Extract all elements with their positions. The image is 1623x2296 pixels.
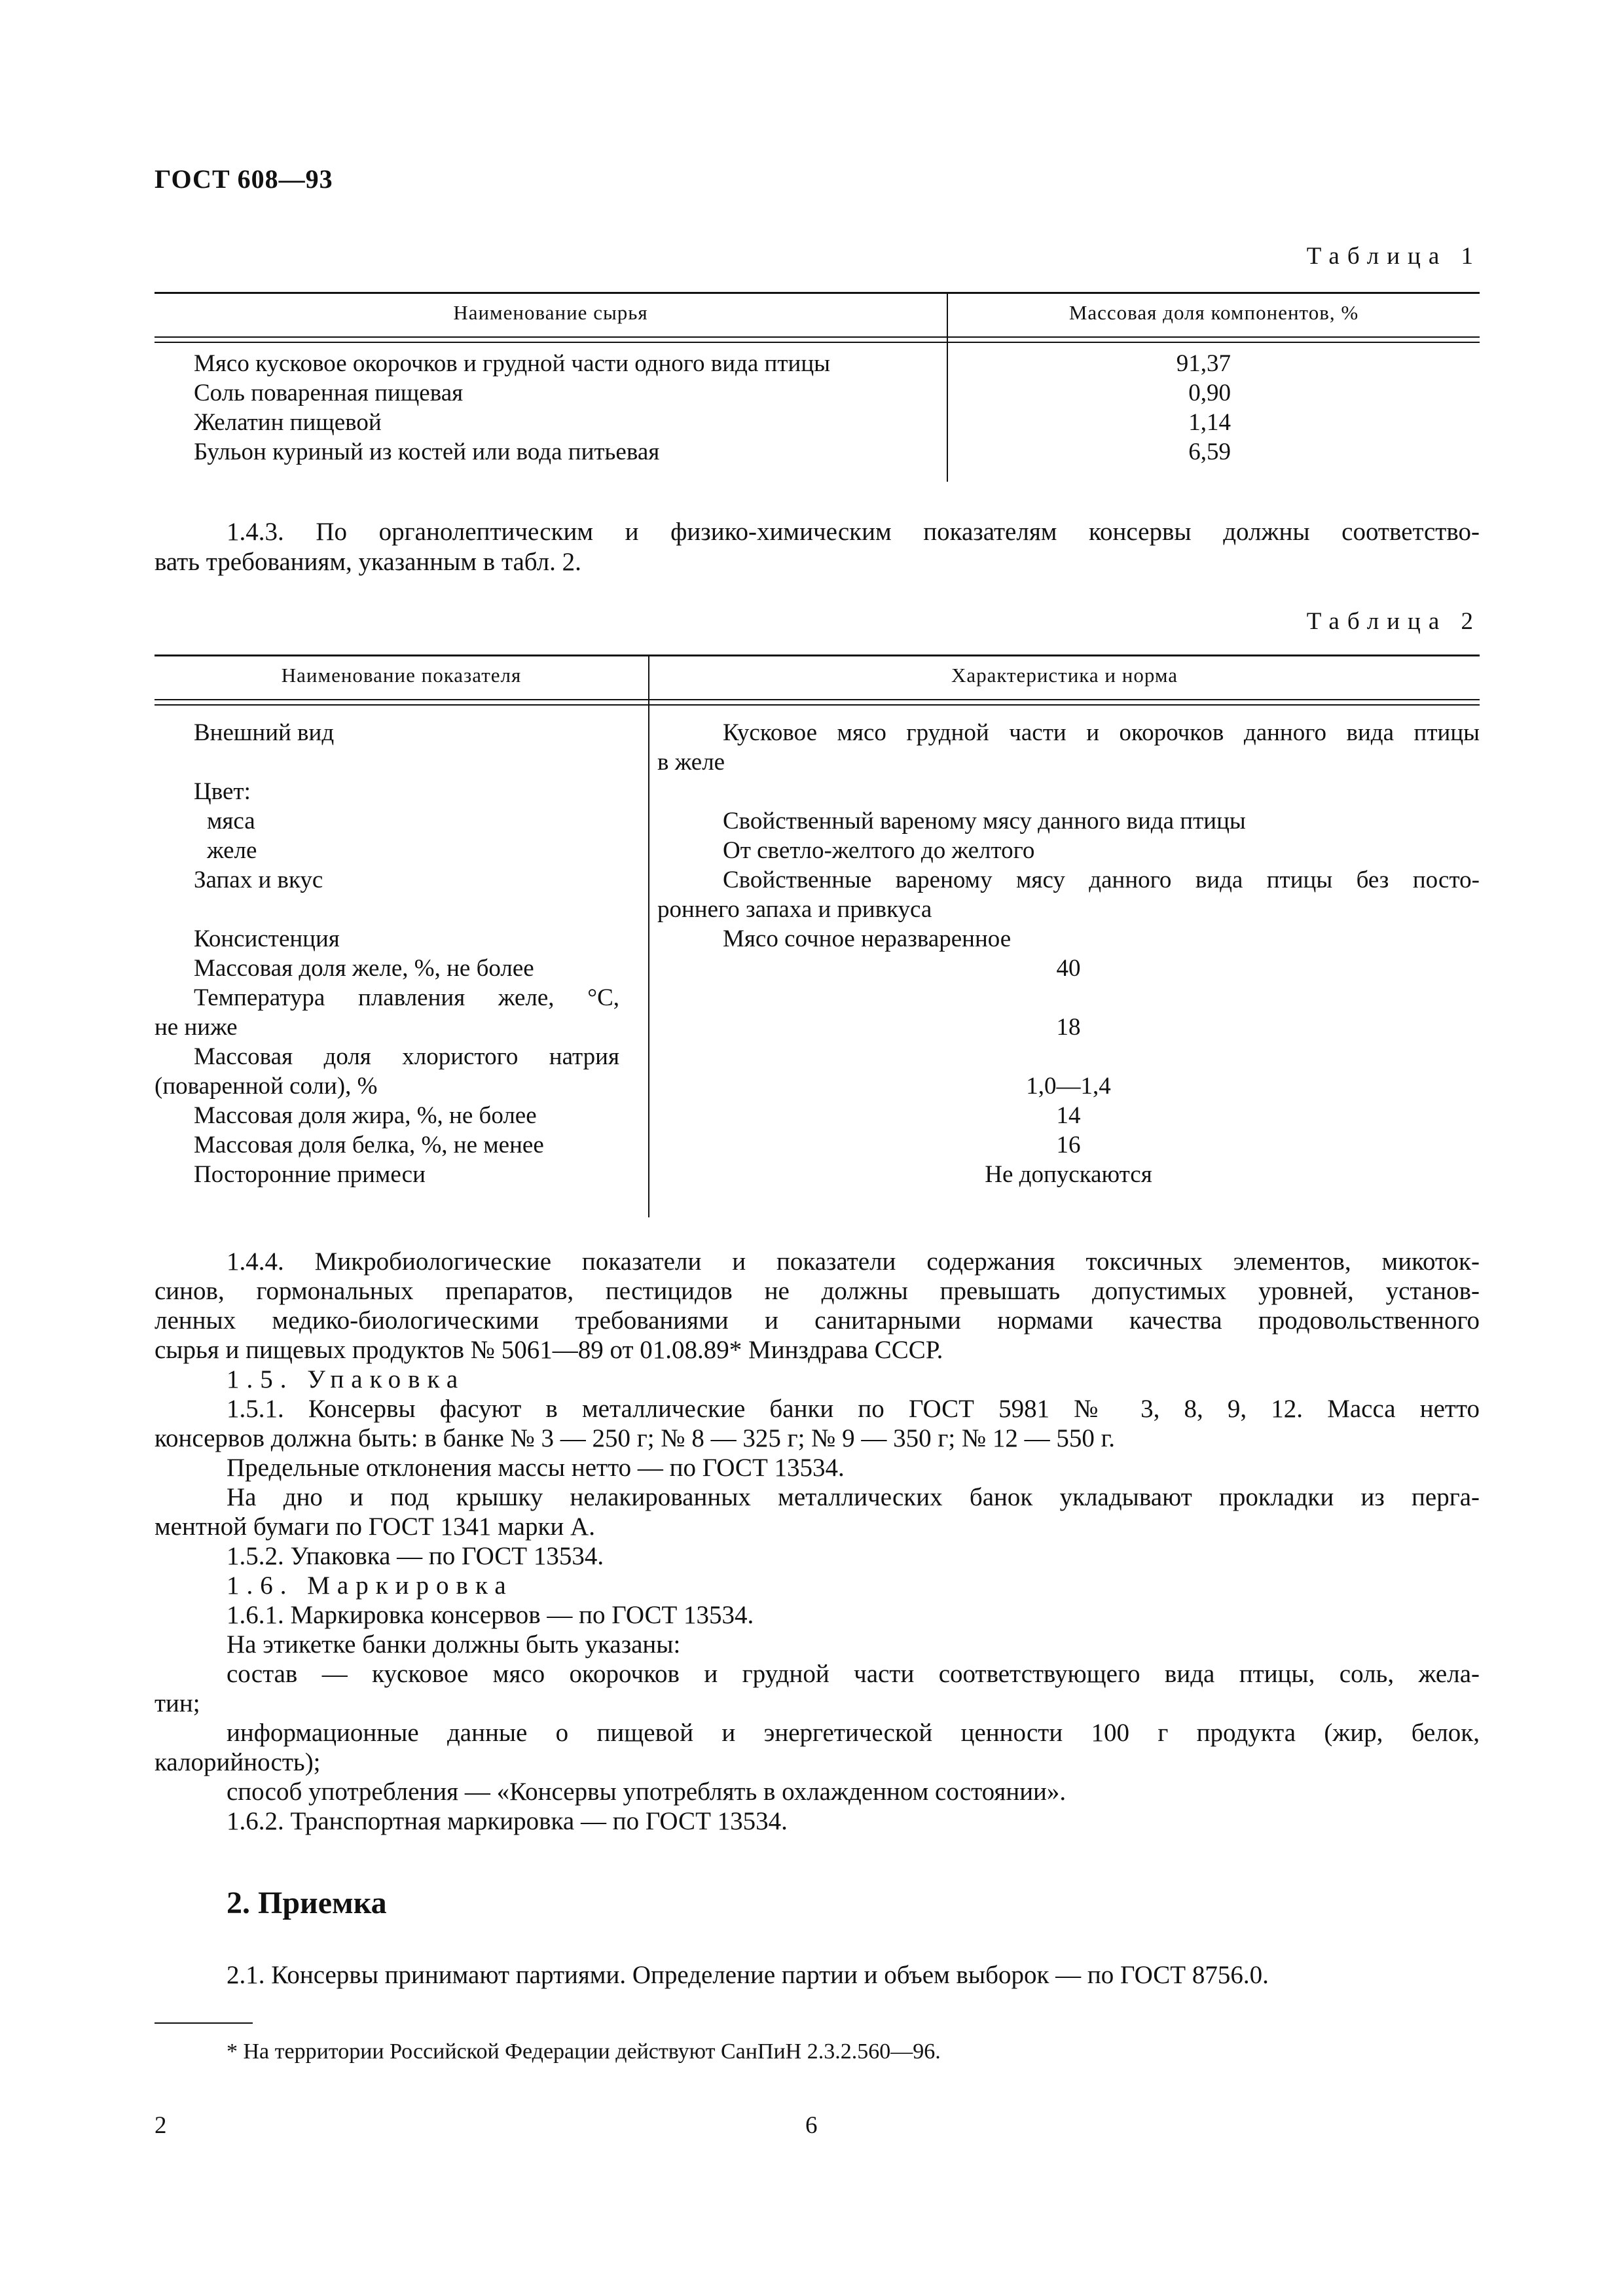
- table1-row-name: Бульон куриный из костей или вода питьевая: [194, 439, 660, 465]
- table2-caption: Таблица 2: [1306, 608, 1481, 635]
- table2-indicator: Запах и вкус: [194, 867, 323, 893]
- table2-norm: Мясо сочное неразваренное: [723, 925, 1012, 952]
- table2-header-norm: Характеристика и норма: [951, 664, 1178, 687]
- table2-indicator: Температура плавления желе, °С,: [194, 984, 619, 1011]
- body-line: 1.6.2. Транспортная маркировка — по ГОСТ 13534.: [227, 1807, 788, 1835]
- table2-indicator: (поваренной соли), %: [155, 1073, 378, 1100]
- body-line: консервов должна быть: в банке № 3 — 250 г; № 8 — 325 г; № 9 — 350 г; № 12 — 550 г.: [155, 1424, 1116, 1452]
- table1-row-value: 0,90: [1188, 380, 1231, 406]
- page-number-center: 6: [805, 2112, 818, 2139]
- body-line: 1.6.1. Маркировка консервов — по ГОСТ 13534.: [227, 1601, 754, 1629]
- section-2-title: 2. Приемка: [227, 1886, 387, 1920]
- table2-indicator: Массовая доля белка, %, не менее: [194, 1132, 544, 1158]
- paragraph-1-4-3-line2: вать требованиям, указанным в табл. 2.: [155, 548, 581, 576]
- table2-norm: Свойственный вареному мясу данного вида птицы: [723, 808, 1246, 834]
- body-line: информационные данные о пищевой и энергетической ценности 100 г продукта (жир, белок,: [227, 1719, 1480, 1747]
- table2-indicator: Консистенция: [194, 925, 340, 952]
- table2-indicator: Массовая доля хлористого натрия: [194, 1043, 619, 1070]
- body-line: тин;: [155, 1689, 200, 1717]
- body-line: состав — кусковое мясо окорочков и грудной части соответствующего вида птицы, соль, жела-: [227, 1660, 1480, 1688]
- body-line: На этикетке банки должны быть указаны:: [227, 1630, 681, 1659]
- body-line: ментной бумаги по ГОСТ 1341 марки А.: [155, 1513, 595, 1541]
- table2-norm: в желе: [657, 749, 725, 776]
- paragraph-2-1: 2.1. Консервы принимают партиями. Определение партии и объем выборок — по ГОСТ 8756.0.: [227, 1961, 1269, 1989]
- section-heading-1-6: 1.6. Маркировка: [227, 1571, 513, 1600]
- table2-indicator: Внешний вид: [194, 719, 335, 746]
- body-line: 1.5.1. Консервы фасуют в металлические банки по ГОСТ 5981 № 3, 8, 9, 12. Масса нетто: [227, 1395, 1480, 1423]
- table2-norm: 14: [1056, 1102, 1081, 1129]
- table2-indicator: Массовая доля жира, %, не более: [194, 1102, 537, 1129]
- table2-indicator: Цвет:: [194, 778, 251, 805]
- body-line: Предельные отклонения массы нетто — по ГОСТ 13534.: [227, 1454, 845, 1482]
- table2-norm: Кусковое мясо грудной части и окорочков данного вида птицы: [723, 719, 1480, 746]
- body-line: На дно и под крышку нелакированных металлических банок укладывают прокладки из перга-: [227, 1483, 1480, 1511]
- footnote: * На территории Российской Федерации действуют СанПиН 2.3.2.560—96.: [227, 2039, 941, 2064]
- body-line: синов, гормональных препаратов, пестицидов не должны превышать допустимых уровней, установ-: [155, 1277, 1480, 1305]
- table2-indicator: желе: [207, 837, 257, 864]
- page-number-left: 2: [155, 2112, 167, 2139]
- body-line: калорийность);: [155, 1748, 321, 1776]
- body-line: сырья и пищевых продуктов № 5061—89 от 01.08.89* Минздрава СССР.: [155, 1336, 943, 1364]
- table2-indicator: Посторонние примеси: [194, 1161, 426, 1188]
- table1-header-share: Массовая доля компонентов, %: [1068, 301, 1359, 324]
- table1-row-name: Желатин пищевой: [194, 409, 382, 436]
- section-heading-1-5: 1.5. Упаковка: [227, 1365, 465, 1393]
- table1-caption: Таблица 1: [1306, 243, 1481, 270]
- body-line: 1.5.2. Упаковка — по ГОСТ 13534.: [227, 1542, 604, 1570]
- body-line: способ употребления — «Консервы употреблять в охлажденном состоянии».: [227, 1778, 1067, 1806]
- table1-row-value: 91,37: [1176, 350, 1231, 377]
- body-line: 1.4.4. Микробиологические показатели и показатели содержания токсичных элементов, микоток-: [227, 1247, 1480, 1276]
- table2-norm: 1,0—1,4: [1026, 1073, 1111, 1100]
- document-header: ГОСТ 608—93: [155, 164, 333, 194]
- table2-norm: 18: [1056, 1014, 1081, 1041]
- table2-indicator: не ниже: [155, 1014, 238, 1041]
- footnote-divider: [155, 2022, 253, 2024]
- table2-norm: Не допускаются: [985, 1161, 1152, 1188]
- table1-row-value: 1,14: [1188, 409, 1231, 436]
- table1-header-name: Наименование сырья: [453, 301, 648, 324]
- table2-norm: От светло-желтого до желтого: [723, 837, 1035, 864]
- paragraph-1-4-3-line1: 1.4.3. По органолептическим и физико-химическим показателям консервы должны соответство-: [227, 518, 1480, 546]
- table2-header-indicator: Наименование показателя: [281, 664, 522, 687]
- table1-row-name: Мясо кусковое окорочков и грудной части одного вида птицы: [194, 350, 830, 377]
- body-line: ленных медико-биологическими требованиями и санитарными нормами качества продовольственного: [155, 1306, 1480, 1335]
- table2-indicator: Массовая доля желе, %, не более: [194, 955, 534, 982]
- table1-row-value: 6,59: [1188, 439, 1231, 465]
- table2-norm: Свойственные вареному мясу данного вида птицы без посто-: [723, 867, 1480, 893]
- table2-norm: роннего запаха и привкуса: [657, 896, 932, 923]
- table2-indicator: мяса: [207, 808, 255, 834]
- table1-row-name: Соль поваренная пищевая: [194, 380, 464, 406]
- table2-norm: 16: [1056, 1132, 1081, 1158]
- table2-norm: 40: [1056, 955, 1081, 982]
